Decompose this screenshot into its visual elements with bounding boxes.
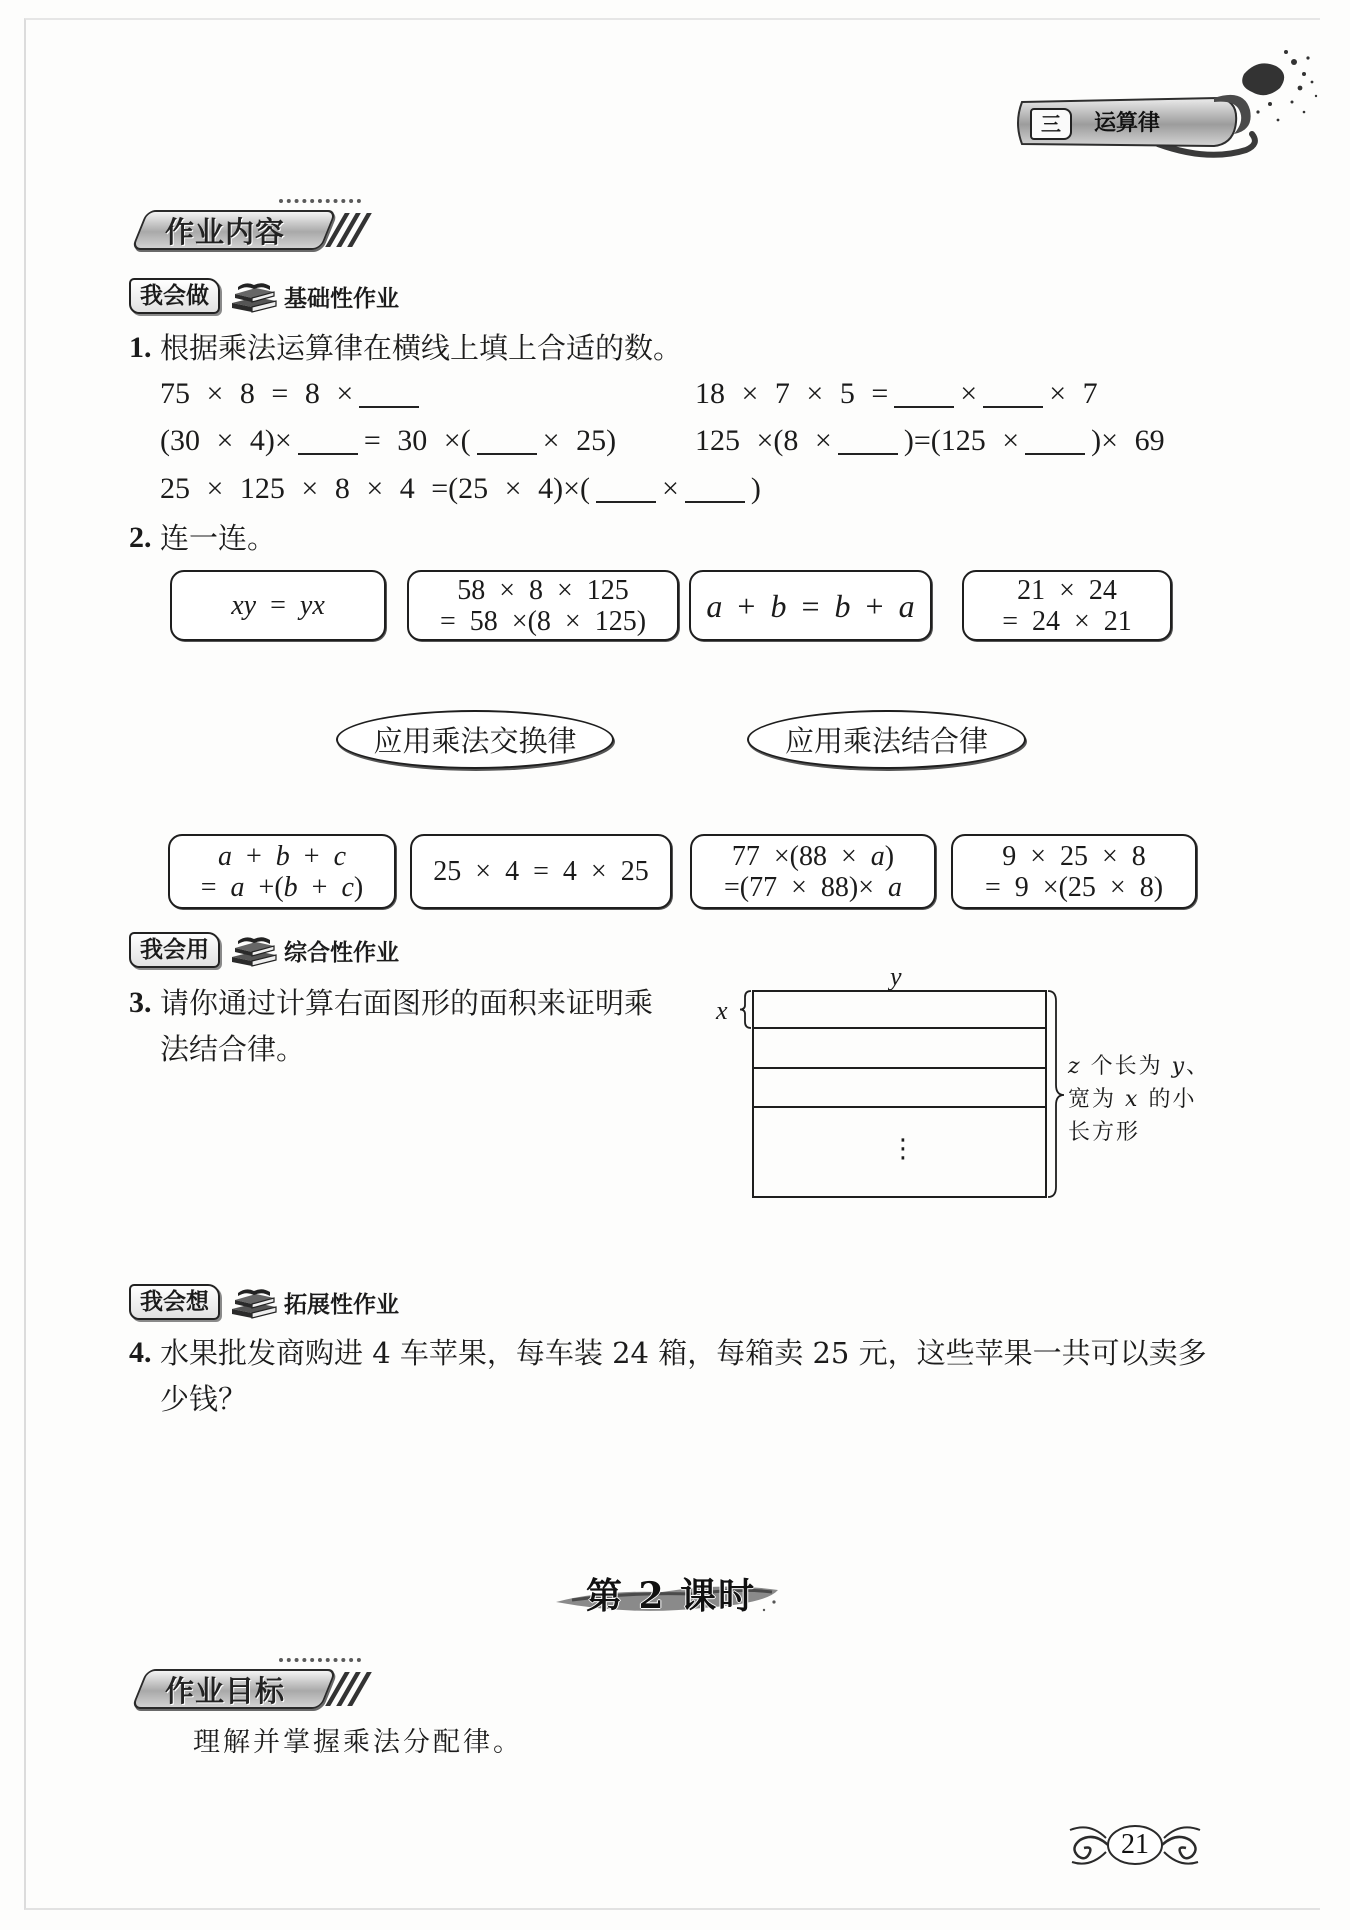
equation-text: (30 × 4)× bbox=[160, 424, 292, 457]
equation-2 bbox=[695, 374, 1098, 414]
equation-text: ) bbox=[750, 472, 761, 505]
answer-blank bbox=[685, 475, 745, 503]
question-number: 3. bbox=[129, 986, 152, 1019]
answer-blank bbox=[894, 380, 954, 408]
match-card-top-3 bbox=[689, 570, 932, 641]
chapter-title: 运算律 bbox=[1094, 111, 1161, 136]
equation-text: 75 × 8 = 8 × bbox=[160, 377, 354, 410]
answer-blank bbox=[596, 475, 656, 503]
figure-note-line: 长方形 bbox=[1068, 1120, 1141, 1145]
lesson-title: 第 2 课时 bbox=[586, 1575, 757, 1617]
match-card-top-2 bbox=[407, 570, 679, 641]
answer-blank bbox=[298, 427, 358, 455]
equation-text: 25 × 125 × 8 × 4 =(25 × 4)×( bbox=[160, 472, 590, 505]
equation-1 bbox=[160, 374, 425, 414]
question-3 bbox=[129, 983, 152, 1023]
basic-homework-header bbox=[129, 277, 399, 315]
equation-text: 18 × 7 × 5 = bbox=[695, 377, 889, 410]
question-4-text-line: 少钱？ bbox=[160, 1382, 248, 1416]
question-4 bbox=[129, 1333, 152, 1373]
dotted-decoration bbox=[279, 1658, 361, 1662]
answer-blank bbox=[1025, 427, 1085, 455]
figure-note-line: z 个长为 y、 bbox=[1068, 1054, 1211, 1079]
equation-3 bbox=[160, 421, 616, 461]
outer-rectangle bbox=[753, 991, 1046, 1197]
equation-text: )× 69 bbox=[1091, 424, 1165, 457]
question-3-text-line: 法结合律。 bbox=[160, 1032, 306, 1066]
equation-text: )=(125 × bbox=[903, 424, 1020, 457]
equation-4 bbox=[695, 421, 1165, 461]
match-target-commutative: 应用乘法交换律 bbox=[336, 710, 614, 769]
badge-extended: 我会想 bbox=[129, 1284, 220, 1320]
match-target-associative: 应用乘法结合律 bbox=[747, 710, 1026, 769]
vertical-ellipsis: ⋮ bbox=[890, 1134, 916, 1164]
answer-blank bbox=[477, 427, 537, 455]
answer-blank bbox=[359, 380, 419, 408]
answer-blank bbox=[983, 380, 1043, 408]
chapter-ribbon bbox=[1008, 40, 1328, 165]
badge-basic: 我会做 bbox=[129, 278, 220, 314]
match-card-top-4 bbox=[962, 570, 1172, 641]
question-4-text-line: 水果批发商购进 4 车苹果，每车装 24 箱，每箱卖 25 元，这些苹果一共可以卖多 bbox=[160, 1336, 1207, 1370]
card-text: a + b + c bbox=[217, 840, 347, 872]
match-card-bottom-3 bbox=[690, 834, 936, 909]
applied-homework-header bbox=[129, 931, 399, 969]
equation-text: = 30 ×( bbox=[363, 424, 471, 457]
height-label: x bbox=[716, 996, 728, 1025]
question-1 bbox=[129, 328, 152, 368]
card-text: 77 ×(88 × a) bbox=[731, 840, 895, 872]
question-2-prompt: 连一连。 bbox=[160, 521, 277, 555]
match-card-top-1 bbox=[170, 570, 386, 641]
page-number: 21 bbox=[1121, 1829, 1149, 1860]
match-card-bottom-2 bbox=[410, 834, 672, 909]
equation-text: × 7 bbox=[1049, 377, 1098, 410]
question-3-text-line: 请你通过计算右面图形的面积来证明乘 bbox=[160, 986, 654, 1020]
question-number: 4. bbox=[129, 1336, 152, 1369]
card-text: a + b = b + a bbox=[706, 587, 915, 624]
ink-splash-decoration bbox=[1242, 50, 1317, 121]
badge-extended-label: 拓展性作业 bbox=[284, 1291, 399, 1318]
equation-text: × 25) bbox=[542, 424, 617, 457]
books-icon bbox=[230, 279, 278, 313]
extended-homework-header bbox=[129, 1283, 399, 1321]
right-brace bbox=[1048, 991, 1064, 1197]
question-number: 2. bbox=[129, 521, 152, 554]
match-card-bottom-4 bbox=[951, 834, 1197, 909]
equation-text: 125 ×(8 × bbox=[695, 424, 832, 457]
card-text: 21 × 24 bbox=[1017, 574, 1117, 606]
card-text: 58 × 8 × 125 bbox=[457, 574, 629, 606]
rectangle-area-figure bbox=[700, 960, 1080, 1210]
card-text: = 24 × 21 bbox=[1002, 605, 1132, 637]
books-icon bbox=[230, 933, 278, 967]
card-text: 25 × 4 = 4 × 25 bbox=[433, 856, 649, 887]
dotted-decoration bbox=[279, 199, 361, 203]
figure-note-line: 宽为 x 的小 bbox=[1068, 1087, 1197, 1112]
equation-5 bbox=[160, 469, 761, 509]
question-number: 1. bbox=[129, 331, 152, 364]
books-icon bbox=[230, 1285, 278, 1319]
chapter-number: 三 bbox=[1030, 108, 1072, 140]
section-title: 作业内容 bbox=[165, 215, 286, 249]
badge-applied: 我会用 bbox=[129, 932, 220, 968]
question-1-prompt: 根据乘法运算律在横线上填上合适的数。 bbox=[160, 331, 683, 365]
badge-applied-label: 综合性作业 bbox=[284, 939, 399, 966]
card-text: 9 × 25 × 8 bbox=[1002, 840, 1146, 872]
section-title: 作业目标 bbox=[165, 1674, 286, 1708]
card-text: xy = yx bbox=[231, 590, 325, 621]
equation-text: × bbox=[960, 377, 978, 410]
badge-basic-label: 基础性作业 bbox=[284, 285, 399, 312]
equation-text: × bbox=[661, 472, 679, 505]
card-text: =(77 × 88)× a bbox=[723, 871, 903, 903]
question-2 bbox=[129, 518, 152, 558]
section-header-goal bbox=[129, 1665, 364, 1711]
width-label: y bbox=[890, 962, 902, 991]
left-brace bbox=[740, 991, 751, 1028]
match-card-bottom-1 bbox=[168, 834, 396, 909]
goal-text: 理解并掌握乘法分配律。 bbox=[193, 1727, 523, 1758]
section-header-content bbox=[129, 206, 364, 252]
answer-blank bbox=[838, 427, 898, 455]
card-text: = 9 ×(25 × 8) bbox=[984, 871, 1164, 903]
card-text: = 58 ×(8 × 125) bbox=[439, 605, 647, 637]
card-text: = a +(b + c) bbox=[200, 871, 364, 903]
